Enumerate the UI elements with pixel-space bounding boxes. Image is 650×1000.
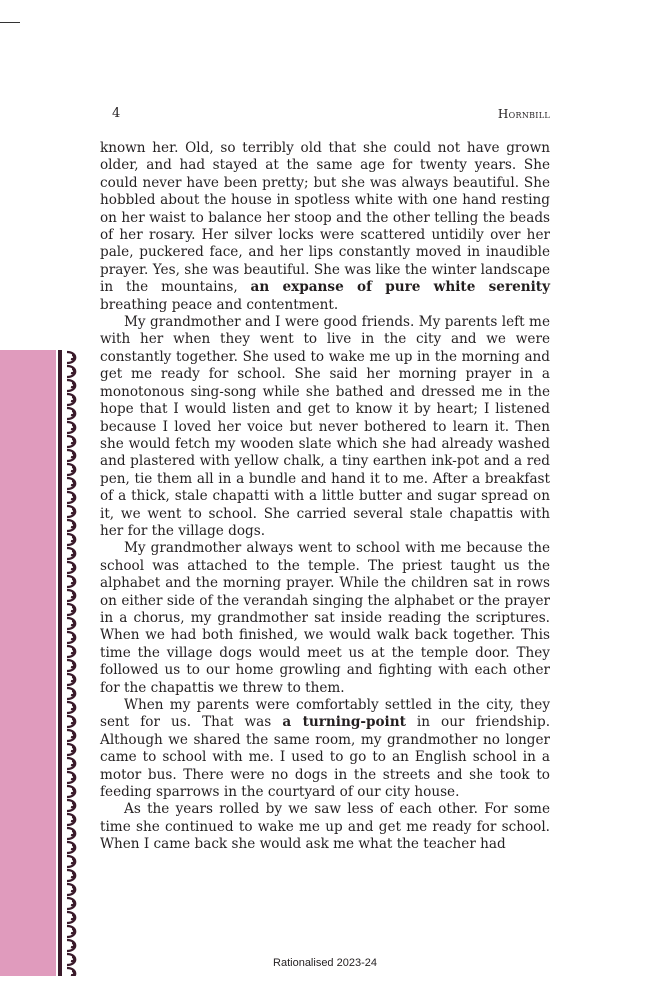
border-scroll-mark	[67, 562, 75, 573]
border-scroll-mark	[67, 492, 75, 503]
border-scroll-mark	[67, 380, 75, 391]
paragraph-2: My grandmother and I were good friends. My parents left me with her when they went to live in the city and we were constantly together. She used to wake me up in the morning and get me ready for school. She said her morning prayer in a monotonous sing-song while she bathed and dressed me in the hope that I would listen and get to know it by heart; I listened because I loved her voice but never bothered to learn it. Then she would fetch my wooden slate which she had already washed and plastered with yellow chalk, a tiny earthen ink-pot and a red pen, tie them all in a bundle and hand it to me. After a breakfast of a thick, stale chapatti with a little butter and sugar spread on it, we went to school. She carried several stale chapattis with her for the village dogs.	[100, 314, 550, 539]
decorative-border-icon	[56, 350, 84, 976]
border-scroll-mark	[67, 422, 75, 433]
border-scroll-mark	[67, 842, 75, 853]
border-scroll-mark	[67, 352, 75, 363]
border-scroll-mark	[67, 828, 75, 839]
border-scroll-mark	[67, 590, 75, 601]
border-scroll-mark	[67, 534, 75, 545]
border-scroll-mark	[67, 912, 75, 923]
border-scroll-mark	[67, 926, 75, 937]
running-head: Hornbill	[497, 107, 550, 121]
border-scroll-mark	[67, 744, 75, 755]
bold-phrase: an expanse of pure white serenity	[250, 279, 550, 296]
border-scroll-mark	[67, 814, 75, 825]
border-scroll-mark	[67, 786, 75, 797]
border-scroll-mark	[67, 464, 75, 475]
paragraph-text: in our friendship. Although we shared the same room, my grandmother no longer came to school with me. I used to go to an English school in a motor bus. There were no dogs in the streets and she took to feeding sparrows in the courtyard of our city house.	[100, 714, 551, 801]
border-scroll-mark	[67, 660, 75, 671]
border-scroll-mark	[67, 898, 75, 909]
border-scroll-mark	[67, 436, 75, 447]
border-scroll-mark	[67, 408, 75, 419]
border-scroll-mark	[67, 772, 75, 783]
paragraph-text: breathing peace and contentment.	[100, 296, 339, 313]
border-scroll-mark	[67, 618, 75, 629]
paragraph-text: known her. Old, so terribly old that she could not have grown older, and had stayed at the same age for twenty years. She could never have been pretty; but she was always beautiful. She hobbled about the house in spotless white with one hand resting on her waist to balance her stoop and the other telling the beads of her rosary. Her silver locks were scattered untidily over her pale, puckered face, and her lips constantly moved in inaudible prayer. Yes, she was beautiful. She was like the winter landscape in the mountains,	[100, 140, 550, 296]
border-scroll-mark	[67, 884, 75, 895]
border-scroll-mark	[67, 506, 75, 517]
border-scroll-mark	[67, 688, 75, 699]
border-scroll-mark	[67, 604, 75, 615]
border-scroll-mark	[67, 940, 75, 951]
paragraph-text: When my parents were comfortably settled in the city, they sent for us. That was	[100, 697, 550, 731]
border-scroll-mark	[67, 968, 75, 976]
border-scroll-mark	[67, 632, 75, 643]
border-scroll-mark	[67, 800, 75, 811]
border-scroll-mark	[67, 856, 75, 867]
crop-mark-top	[0, 22, 20, 23]
paragraph-3: My grandmother always went to school with me because the school was attached to the temple. The priest taught us the alphabet and the morning prayer. While the children sat in rows on either side of the verandah singing the alphabet or the prayer in a chorus, my grandmother sat inside reading the scriptures. When we had both finished, we would walk back together. This time the village dogs would meet us at the temple door. They followed us to our home growling and fighting with each other for the chapattis we threw to them.	[100, 540, 550, 696]
border-scroll-mark	[67, 576, 75, 587]
decorative-side-band	[0, 350, 56, 976]
paragraph-4	[100, 697, 550, 801]
paragraph-1	[100, 140, 550, 314]
border-scroll-mark	[67, 478, 75, 489]
border-scroll-mark	[67, 394, 75, 405]
border-scroll-mark	[67, 366, 75, 377]
border-scroll-mark	[67, 758, 75, 769]
border-scroll-mark	[67, 716, 75, 727]
bold-phrase: a turning-point	[282, 714, 406, 731]
border-scroll-mark	[67, 702, 75, 713]
border-scroll-mark	[67, 674, 75, 685]
body-text	[100, 140, 550, 854]
border-scroll-mark	[67, 548, 75, 559]
border-scroll-mark	[67, 870, 75, 881]
border-scroll-mark	[67, 730, 75, 741]
border-scroll-mark	[67, 520, 75, 531]
paragraph-5: As the years rolled by we saw less of each other. For some time she continued to wake me up and get me ready for school. When I came back she would ask me what the teacher had	[100, 801, 550, 853]
page-number: 4	[112, 106, 121, 121]
border-scroll-mark	[67, 450, 75, 461]
border-scroll-mark	[67, 646, 75, 657]
footer-note: Rationalised 2023-24	[273, 957, 377, 969]
